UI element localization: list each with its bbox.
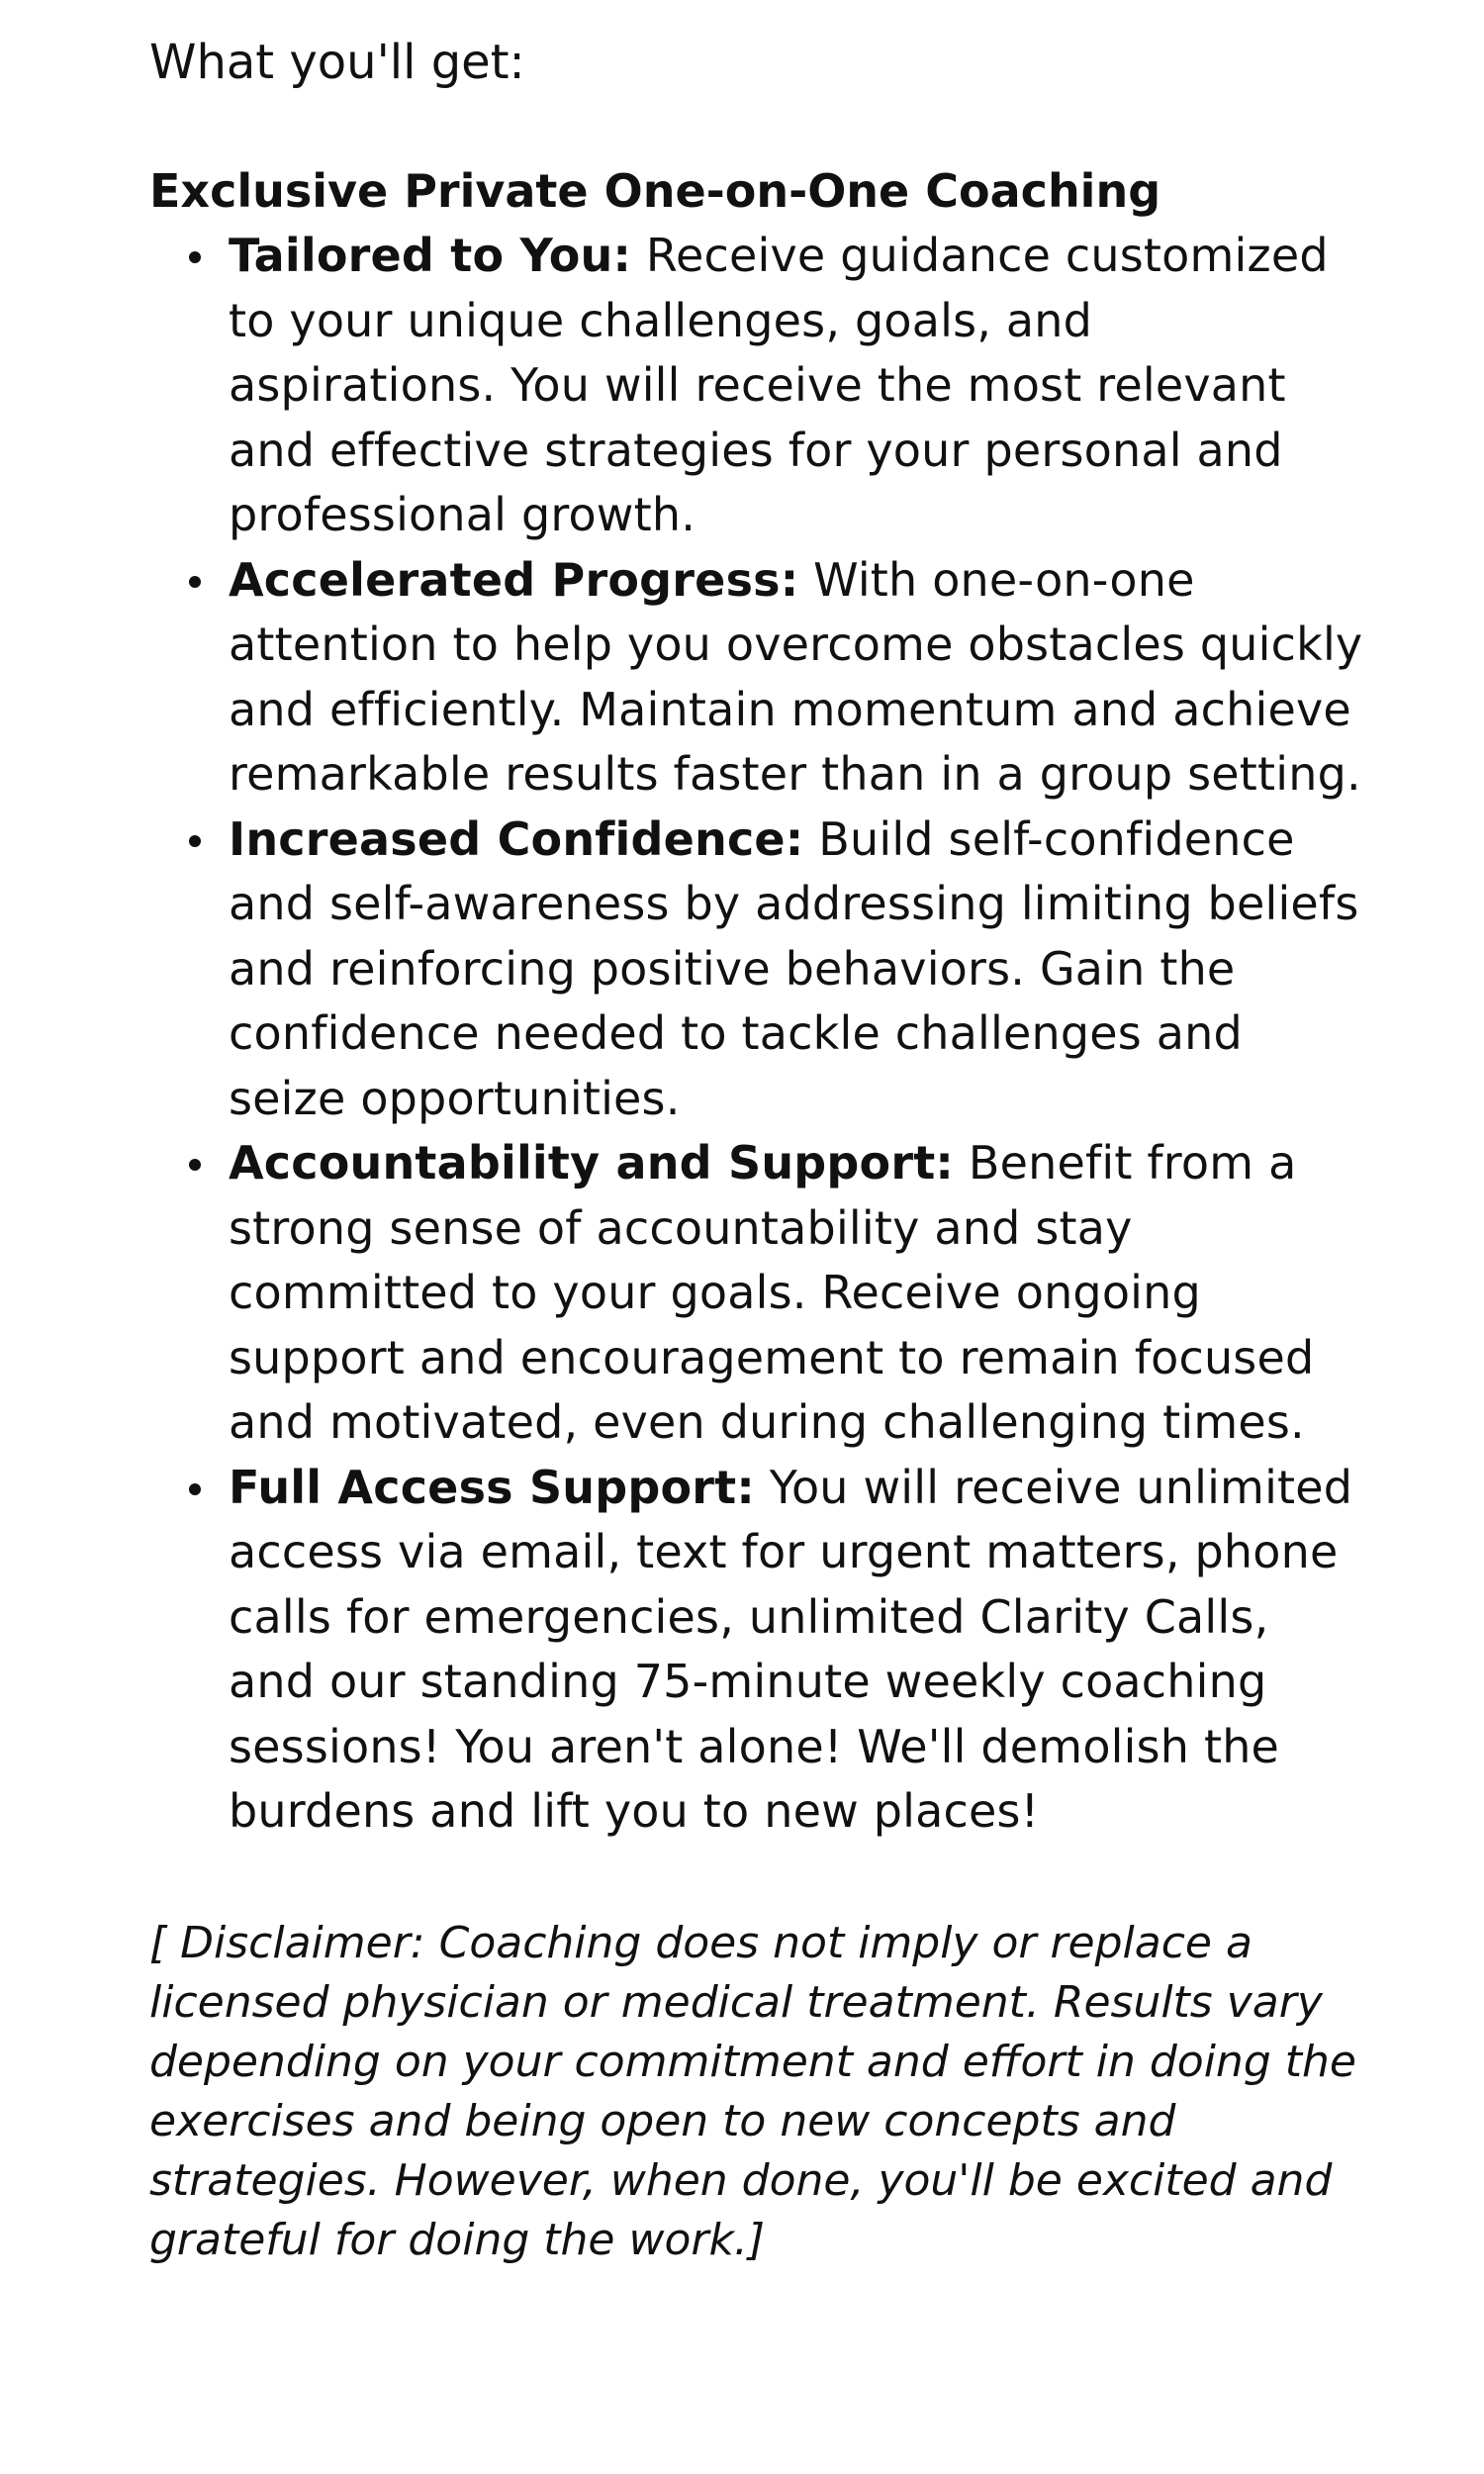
bullet-icon: [189, 1483, 201, 1495]
benefit-term: Full Access Support:: [229, 1460, 755, 1514]
benefits-list: [149, 224, 1366, 1845]
bullet-icon: [189, 835, 201, 847]
benefit-text: Receive guidance customized to your unique challenges, goals, and aspirations. You will receive the most relevant and effective strategies for your personal and professional growth.: [229, 229, 1329, 541]
bullet-icon: [189, 1159, 201, 1171]
list-item: [149, 808, 1366, 1132]
benefit-term: Increased Confidence:: [229, 811, 804, 866]
disclaimer-text: [ Disclaimer: Coaching does not imply or replace a licensed physician or medical treatment. Results vary depending on your commitment and effort in doing the exercises and being open to new concepts and strategies. However, when done, you'll be excited and grateful for doing the work.]: [149, 1917, 1356, 2265]
benefit-term: Accountability and Support:: [229, 1136, 955, 1189]
bullet-icon: [189, 251, 201, 263]
list-item: [149, 1456, 1366, 1845]
offer-content: [149, 30, 1366, 2270]
benefit-text: With one-on-one attention to help you overcome obstacles quickly and efficiently. Maintain momentum and achieve remarkable results faster than in a group setting.: [229, 552, 1363, 801]
list-item: [149, 548, 1366, 808]
benefit-term: Tailored to You:: [229, 229, 632, 282]
list-item: [149, 224, 1366, 548]
list-item: [149, 1131, 1366, 1456]
benefit-text: Build self-confidence and self-awareness by addressing limiting beliefs and reinforcing positive behaviors. Gain the confidence needed to tackle challenges and seize opportunities.: [229, 811, 1359, 1125]
benefit-text: Benefit from a strong sense of accountability and stay committed to your goals. Receive ongoing support and encouragement to remain focused and motivated, even during challenging times.: [229, 1136, 1315, 1449]
intro-text: What you'll get:: [149, 35, 525, 90]
benefit-text: You will receive unlimited access via email, text for urgent matters, phone calls for emergencies, unlimited Clarity Calls, and our standing 75-minute weekly coaching sessions! You aren't alone! We'll demolish the burdens and lift you to new places!: [229, 1460, 1353, 1838]
bullet-icon: [189, 576, 201, 588]
benefit-term: Accelerated Progress:: [229, 552, 799, 607]
section-title: Exclusive Private One-on-One Coaching: [149, 164, 1161, 218]
